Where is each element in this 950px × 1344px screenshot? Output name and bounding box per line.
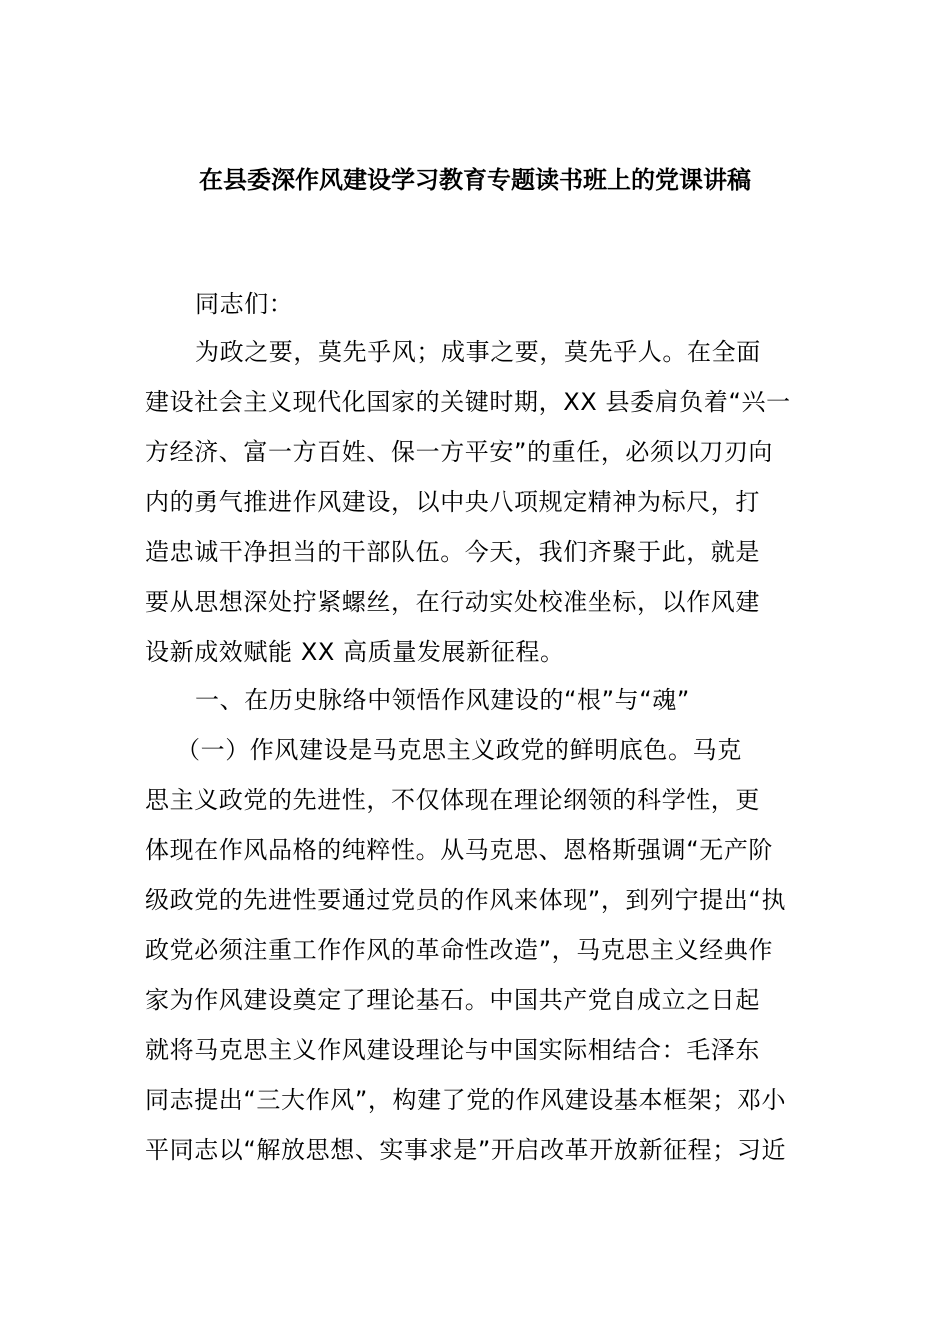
paragraph-line: 设新成效赋能 XX 高质量发展新征程。	[145, 638, 565, 666]
paragraph-line: 家为作风建设奠定了理论基石。中国共产党自成立之日起	[145, 986, 760, 1014]
paragraph-line: 级政党的先进性要通过党员的作风来体现”，到列宁提出“执	[145, 886, 787, 914]
paragraph-line: 就将马克思主义作风建设理论与中国实际相结合：毛泽东	[145, 1036, 760, 1064]
paragraph-line: 政党必须注重工作作风的革命性改造”，马克思主义经典作	[145, 936, 774, 964]
subsection-heading-line: （一）作风建设是马克思主义政党的鲜明底色。马克	[176, 736, 742, 764]
paragraph-line: 体现在作风品格的纯粹性。从马克思、恩格斯强调“无产阶	[145, 836, 774, 864]
paragraph-line: 内的勇气推进作风建设，以中央八项规定精神为标尺，打	[145, 488, 760, 516]
paragraph-line: 方经济、富一方百姓、保一方平安”的重任，必须以刀刃向	[145, 438, 774, 466]
document-title: 在县委深作风建设学习教育专题读书班上的党课讲稿	[199, 166, 751, 194]
paragraph-line: 平同志以“解放思想、实事求是”开启改革开放新征程；习近	[145, 1136, 787, 1164]
salutation-line: 同志们：	[195, 290, 294, 318]
paragraph-line: 为政之要，莫先乎风；成事之要，莫先乎人。在全面	[195, 338, 761, 366]
paragraph-line: 建设社会主义现代化国家的关键时期，XX 县委肩负着“兴一	[145, 388, 791, 416]
paragraph-line: 造忠诚干净担当的干部队伍。今天，我们齐聚于此，就是	[145, 538, 760, 566]
section-heading: 一、在历史脉络中领悟作风建设的“根”与“魂”	[195, 686, 690, 714]
paragraph-line: 同志提出“三大作风”，构建了党的作风建设基本框架；邓小	[145, 1086, 787, 1114]
paragraph-line: 要从思想深处拧紧螺丝，在行动实处校准坐标，以作风建	[145, 588, 760, 616]
paragraph-line: 思主义政党的先进性，不仅体现在理论纲领的科学性，更	[145, 786, 760, 814]
